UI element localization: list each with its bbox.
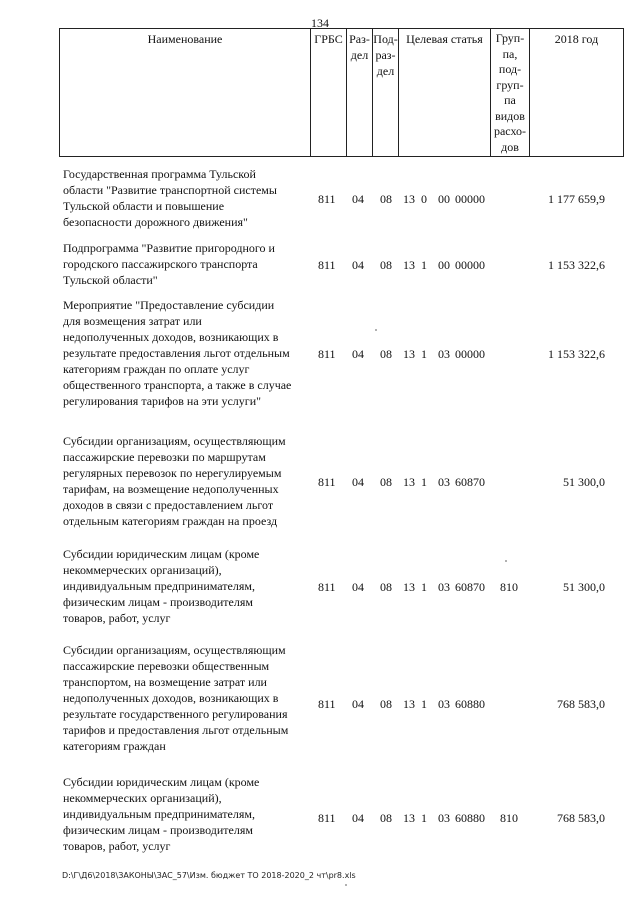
header-grbs: ГРБС (314, 32, 343, 46)
row-sum: 1 177 659,9 (548, 192, 605, 206)
row-target-subprogram: 1 (421, 347, 427, 361)
header-divider (310, 28, 311, 157)
row-vid: 810 (500, 811, 518, 825)
row-podrazdel: 08 (380, 347, 392, 361)
row-podrazdel: 08 (380, 697, 392, 711)
row-target-event: 03 (438, 697, 450, 711)
row-target-event: 03 (438, 811, 450, 825)
row-sum: 1 153 322,6 (548, 258, 605, 272)
row-target-event: 03 (438, 475, 450, 489)
row-grbs: 811 (318, 811, 336, 825)
row-target-direction: 60880 (455, 697, 485, 711)
row-target-direction: 60880 (455, 811, 485, 825)
row-name: Мероприятие "Предоставление субсидии для возмещения затрат или недополученных доходов, возникающих в результате предоставления льгот отдельным категориям граждан по оплате услуг общественного транспорта, а также в случае регулирования тарифов на эти услуги" (63, 298, 292, 408)
row-grbs: 811 (318, 697, 336, 711)
row-target-direction: 60870 (455, 580, 485, 594)
row-target-program: 13 (403, 811, 415, 825)
row-sum: 768 583,0 (557, 697, 605, 711)
row-target-direction: 00000 (455, 192, 485, 206)
row-grbs: 811 (318, 258, 336, 272)
row-target-subprogram: 1 (421, 258, 427, 272)
header-name: Наименование (147, 32, 223, 46)
row-target-program: 13 (403, 475, 415, 489)
row-grbs: 811 (318, 580, 336, 594)
table-header (59, 28, 624, 157)
row-podrazdel: 08 (380, 192, 392, 206)
row-razdel: 04 (352, 697, 364, 711)
header-podrazdel: Под- раз- дел (373, 32, 398, 78)
row-razdel: 04 (352, 347, 364, 361)
row-target-event: 00 (438, 258, 450, 272)
scan-speck (375, 329, 377, 331)
header-vid: Груп- па, под- груп- па видов расхо- дов (493, 31, 527, 154)
row-sum: 51 300,0 (563, 580, 605, 594)
header-target: Целевая статья (406, 32, 483, 46)
header-divider (398, 28, 399, 157)
row-grbs: 811 (318, 347, 336, 361)
row-grbs: 811 (318, 192, 336, 206)
row-name: Субсидии юридическим лицам (кроме некоммерческих организаций), индивидуальным предпринимателям, физическим лицам - производителям товаров, работ, услуг (63, 547, 260, 625)
row-target-subprogram: 0 (421, 192, 427, 206)
row-podrazdel: 08 (380, 580, 392, 594)
row-target-subprogram: 1 (421, 697, 427, 711)
row-sum: 768 583,0 (557, 811, 605, 825)
row-razdel: 04 (352, 258, 364, 272)
row-target-event: 00 (438, 192, 450, 206)
row-target-subprogram: 1 (421, 475, 427, 489)
row-name: Субсидии юридическим лицам (кроме некоммерческих организаций), индивидуальным предпринимателям, физическим лицам - производителям товаров, работ, услуг (63, 775, 260, 853)
row-target-direction: 60870 (455, 475, 485, 489)
row-razdel: 04 (352, 475, 364, 489)
row-target-direction: 00000 (455, 347, 485, 361)
row-target-program: 13 (403, 192, 415, 206)
page-number: 134 (311, 16, 329, 30)
row-sum: 51 300,0 (563, 475, 605, 489)
row-name: Подпрограмма "Развитие пригородного и городского пассажирского транспорта Тульской области" (63, 241, 275, 287)
row-vid: 810 (500, 580, 518, 594)
header-razdel: Раз- дел (349, 32, 370, 62)
row-target-subprogram: 1 (421, 811, 427, 825)
row-podrazdel: 08 (380, 475, 392, 489)
row-razdel: 04 (352, 811, 364, 825)
row-grbs: 811 (318, 475, 336, 489)
row-target-event: 03 (438, 580, 450, 594)
header-year: 2018 год (554, 32, 599, 46)
scan-speck (345, 884, 347, 886)
header-divider (529, 28, 530, 157)
row-razdel: 04 (352, 580, 364, 594)
row-target-subprogram: 1 (421, 580, 427, 594)
row-name: Субсидии организациям, осуществляющим пассажирские перевозки по маршрутам регулярных перевозок по нерегулируемым тарифам, на возмещение недополученных доходов в связи с предоставлением льгот отдельным категориям граждан на проезд (63, 434, 286, 528)
file-path-footer: D:\Г\Д6\2018\ЗАКОНЫ\ЗАС_57\Изм. бюджет ТО 2018-2020_2 чт\pr8.xls (62, 871, 356, 880)
row-target-event: 03 (438, 347, 450, 361)
row-name: Субсидии организациям, осуществляющим пассажирские перевозки общественным транспортом, на возмещение затрат или недополученных доходов, возникающих в результате государственного регулирования тарифов и предоставления льгот отдельным категориям граждан (63, 643, 289, 753)
row-razdel: 04 (352, 192, 364, 206)
row-name: Государственная программа Тульской области "Развитие транспортной системы Тульской области и повышение безопасности дорожного движения" (63, 167, 277, 229)
scan-speck (505, 560, 507, 562)
row-target-program: 13 (403, 347, 415, 361)
row-target-program: 13 (403, 697, 415, 711)
row-podrazdel: 08 (380, 258, 392, 272)
row-podrazdel: 08 (380, 811, 392, 825)
row-target-direction: 00000 (455, 258, 485, 272)
row-sum: 1 153 322,6 (548, 347, 605, 361)
row-target-program: 13 (403, 580, 415, 594)
row-target-program: 13 (403, 258, 415, 272)
